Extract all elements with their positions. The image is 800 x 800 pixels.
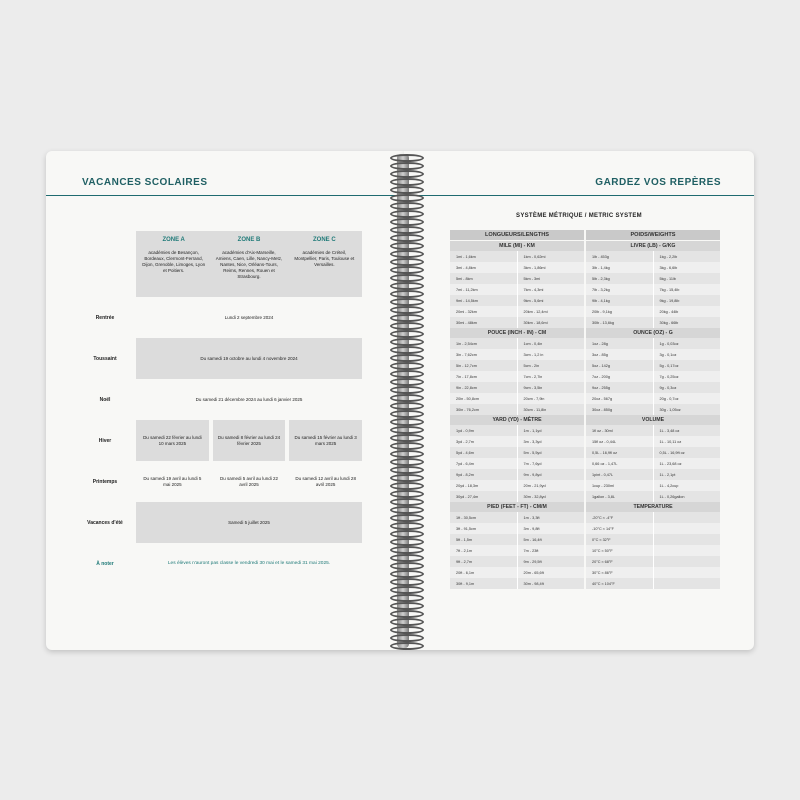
table-row xyxy=(450,447,584,458)
section-header: OUNCE (OZ) - G xyxy=(586,328,720,338)
table-cell: 30cm - 11,8in xyxy=(517,404,585,415)
coil-ring xyxy=(390,602,424,610)
table-cell: 7yd - 6,4m xyxy=(450,458,517,469)
coil-ring xyxy=(390,426,424,434)
coil-ring xyxy=(390,594,424,602)
table-cell: 30m - 98,4ft xyxy=(517,578,585,589)
table-row xyxy=(586,284,720,295)
table-cell: 20oz - 567g xyxy=(586,393,653,404)
coil-ring xyxy=(390,306,424,314)
coil-ring xyxy=(390,466,424,474)
table-row xyxy=(450,393,584,404)
table-row xyxy=(586,567,720,578)
table-row xyxy=(586,349,720,360)
page-title: GARDEZ VOS REPÈRES xyxy=(595,177,721,188)
table-row xyxy=(450,284,584,295)
coil-ring xyxy=(390,506,424,514)
table-cell: 20in - 50,8cm xyxy=(450,393,517,404)
table-cell: 3g - 0,1oz xyxy=(653,349,721,360)
section-header: VOLUME xyxy=(586,415,720,425)
section-header: TEMPERATURE xyxy=(586,502,720,512)
table-cell: 0,5L - 16,9fl oz xyxy=(586,447,653,458)
table-cell: 20cm - 7,9in xyxy=(517,393,585,404)
table-cell: 30mi - 48km xyxy=(450,317,517,328)
table-cell: 5mi - 8km xyxy=(450,273,517,284)
table-cell: 20mi - 32km xyxy=(450,306,517,317)
table-cell: 3lb - 1,4kg xyxy=(586,262,653,273)
table-cell: 9cm - 3,5in xyxy=(517,382,585,393)
coil-ring xyxy=(390,522,424,530)
table-row xyxy=(586,480,720,491)
table-row xyxy=(586,447,720,458)
section-rows xyxy=(586,425,720,502)
section-header: PIED (FEET - FT) - CM/M xyxy=(450,502,584,512)
table-cell: 3kg - 6,6lb xyxy=(653,262,721,273)
coil-ring xyxy=(390,250,424,258)
coil-ring xyxy=(390,354,424,362)
table-cell: 30kg - 66lb xyxy=(653,317,721,328)
coil-ring xyxy=(390,642,424,650)
table-cell: 30m - 32,8yd xyxy=(517,491,585,502)
table-cell: 30ft - 9,1m xyxy=(450,578,517,589)
table-row xyxy=(450,295,584,306)
zone-b-header: ZONE B académies d'Aix-Marseille, Amiens, Caen, Lille, Nancy-Metz, Nantes, Nice, Orléans-Tours, Reims, Rennes, Rouen et Strasbourg. xyxy=(215,237,283,279)
section-header: POUCE (INCH - IN) - CM xyxy=(450,328,584,338)
coil-ring xyxy=(390,314,424,322)
coil-ring xyxy=(390,170,424,178)
table-row: Noël Du samedi 21 décembre 2024 au lundi 6 janvier 2025 xyxy=(99,396,303,403)
coil-ring xyxy=(390,186,424,194)
table-cell: 30lb - 13,6kg xyxy=(586,317,653,328)
table-row xyxy=(586,469,720,480)
coil-ring xyxy=(390,210,424,218)
table-cell: 1m - 1,1yd xyxy=(517,425,585,436)
table-row xyxy=(450,436,584,447)
table-cell: 7km - 4,3mi xyxy=(517,284,585,295)
table-row xyxy=(586,512,720,523)
table-cell: 20ft - 6,1m xyxy=(450,567,517,578)
table-cell: 5km - 3mi xyxy=(517,273,585,284)
metric-system-title: SYSTÈME MÉTRIQUE / METRIC SYSTEM xyxy=(516,213,642,219)
table-cell xyxy=(653,556,721,567)
coil-ring xyxy=(390,450,424,458)
table-cell: 7g - 0,25oz xyxy=(653,371,721,382)
coil-ring xyxy=(390,626,424,634)
table-row xyxy=(450,317,584,328)
table-row: Rentrée Lundi 2 septembre 2024 xyxy=(95,314,274,321)
table-cell xyxy=(653,545,721,556)
table-row xyxy=(586,317,720,328)
coil-ring xyxy=(390,298,424,306)
header-divider xyxy=(46,195,398,196)
coil-ring xyxy=(390,490,424,498)
coil-ring xyxy=(390,482,424,490)
table-cell xyxy=(653,523,721,534)
coil-ring xyxy=(390,514,424,522)
table-cell: 5cm - 2in xyxy=(517,360,585,371)
section-rows xyxy=(450,425,584,502)
coil-ring xyxy=(390,330,424,338)
coil-ring xyxy=(390,218,424,226)
table-cell: 1L - 23,68 oz xyxy=(653,458,721,469)
section-rows xyxy=(586,251,720,328)
table-cell: 5g - 0,17oz xyxy=(653,360,721,371)
table-row xyxy=(450,578,584,589)
section-rows xyxy=(450,512,584,589)
table-row xyxy=(450,360,584,371)
coil-ring xyxy=(390,194,424,202)
table-cell: 1g - 0,03oz xyxy=(653,338,721,349)
table-cell: 5in - 12,7cm xyxy=(450,360,517,371)
table-cell: 30g - 1,05oz xyxy=(653,404,721,415)
table-cell: 20km - 12,4mi xyxy=(517,306,585,317)
table-cell: 1L - 0,26gallon xyxy=(653,491,721,502)
section-rows xyxy=(450,338,584,415)
header-divider xyxy=(412,195,754,196)
table-cell: 15fl oz - 0,44L xyxy=(586,436,653,447)
table-cell: 1L - 2,1pt xyxy=(653,469,721,480)
table-row xyxy=(450,262,584,273)
table-row xyxy=(450,458,584,469)
table-cell: 9m - 29,5ft xyxy=(517,556,585,567)
table-cell: 9m - 9,8yd xyxy=(517,469,585,480)
table-cell: 9in - 22,8cm xyxy=(450,382,517,393)
section-rows xyxy=(450,251,584,328)
table-cell: 5yd - 4,6m xyxy=(450,447,517,458)
table-cell: 5ft - 1,5m xyxy=(450,534,517,545)
table-cell: 30in - 76,2cm xyxy=(450,404,517,415)
table-row: Vacances d'été Samedi 5 juillet 2025 xyxy=(74,502,362,543)
table-row xyxy=(450,469,584,480)
coil-ring xyxy=(390,394,424,402)
table-row xyxy=(450,306,584,317)
table-row xyxy=(450,523,584,534)
table-cell: 20lb - 9,1kg xyxy=(586,306,653,317)
left-page xyxy=(46,151,404,650)
table-row xyxy=(586,425,720,436)
page-title: VACANCES SCOLAIRES xyxy=(82,177,208,188)
table-cell: 9mi - 14,5km xyxy=(450,295,517,306)
coil-ring xyxy=(390,202,424,210)
table-cell: 7lb - 3,2kg xyxy=(586,284,653,295)
coil-ring xyxy=(390,498,424,506)
table-cell: 1in - 2,54cm xyxy=(450,338,517,349)
table-row xyxy=(586,545,720,556)
table-cell: 7m - 23ft xyxy=(517,545,585,556)
table-row xyxy=(450,534,584,545)
table-cell: 3yd - 2,7m xyxy=(450,436,517,447)
table-cell: 7m - 7,6yd xyxy=(517,458,585,469)
coil-ring xyxy=(390,226,424,234)
table-cell: 20m - 21,9yd xyxy=(517,480,585,491)
spiral-coils xyxy=(386,154,426,648)
table-row xyxy=(450,338,584,349)
table-cell: 20kg - 44lb xyxy=(653,306,721,317)
table-cell: 30km - 18,6mi xyxy=(517,317,585,328)
section-rows xyxy=(586,512,720,589)
table-row xyxy=(450,382,584,393)
right-page xyxy=(404,151,754,650)
table-row xyxy=(586,578,720,589)
table-cell: 3m - 9,8ft xyxy=(517,523,585,534)
section-header: YARD (YD) - MÈTRE xyxy=(450,415,584,425)
table-cell: 5kg - 11lb xyxy=(653,273,721,284)
coil-ring xyxy=(390,530,424,538)
coil-ring xyxy=(390,474,424,482)
coil-ring xyxy=(390,386,424,394)
table-cell: 9ft - 2,7m xyxy=(450,556,517,567)
table-cell: 1m - 3,3ft xyxy=(517,512,585,523)
table-cell xyxy=(653,534,721,545)
table-cell: 1L - 4,2cup xyxy=(653,480,721,491)
table-cell: -10°C ≈ 14°F xyxy=(586,523,653,534)
table-cell: 9yd - 8,2m xyxy=(450,469,517,480)
table-cell: 1kg - 2,2lb xyxy=(653,251,721,262)
table-row xyxy=(586,273,720,284)
table-row xyxy=(450,545,584,556)
table-cell: 7ft - 2,1m xyxy=(450,545,517,556)
table-cell: 7mi - 11,2km xyxy=(450,284,517,295)
table-cell: 5lb - 2,3kg xyxy=(586,273,653,284)
section-header: MILE (MI) - KM xyxy=(450,241,584,251)
coil-ring xyxy=(390,402,424,410)
table-cell xyxy=(653,578,721,589)
table-row xyxy=(586,436,720,447)
table-row: Printemps Du samedi 19 avril au lundi 5 mai 2025 Du samedi 5 avril au lundi 22 avril 2025 Du samedi 12 avril au lundi 28 avril 2025 xyxy=(92,475,356,487)
section-header: LIVRE (LB) - G/KG xyxy=(586,241,720,251)
table-row xyxy=(450,251,584,262)
table-row xyxy=(450,273,584,284)
table-cell: 9kg - 19,8lb xyxy=(653,295,721,306)
table-cell: 5m - 16,4ft xyxy=(517,534,585,545)
coil-ring xyxy=(390,410,424,418)
table-cell: 7in - 17,8cm xyxy=(450,371,517,382)
coil-ring xyxy=(390,610,424,618)
table-cell: 20yd - 18,3m xyxy=(450,480,517,491)
holidays-table xyxy=(74,231,362,585)
table-row xyxy=(450,404,584,415)
table-cell: 1mi - 1,6km xyxy=(450,251,517,262)
table-cell: 40°C ≈ 104°F xyxy=(586,578,653,589)
table-row xyxy=(450,480,584,491)
coil-ring xyxy=(390,586,424,594)
table-cell: -20°C ≈ -4°F xyxy=(586,512,653,523)
coil-ring xyxy=(390,266,424,274)
coil-ring xyxy=(390,634,424,642)
table-cell: 9km - 5,6mi xyxy=(517,295,585,306)
lengths-column: LONGUEURS/LENGTHS MILE (MI) - KM 1mi - 1,6km 1km - 0,62mi 3mi - 4,8km 3km - 1,86mi 5mi - 8km 5km - 3mi 7mi - 11,2km 7km - 4,3mi 9mi - 14,5km 9km - 5,6mi 20mi - 32km 20km - 12,4mi 30mi - 48km 30km - 18,6mi POUCE (INCH - IN) - CM 1in - 2,54cm 1cm - 0,4in 3in - 7,62cm 3cm - 1,2 in 5in - 12,7cm 5cm - 2in 7in - 17,8cm 7cm - 2,7in 9in - 22,8cm 9cm - 3,5in 20in - 50,8cm 20cm - 7,9in 30in - 76,2cm 30cm - 11,8in YARD (YD) - MÈTRE 1yd - 0,9m 1m - 1,1yd 3yd - 2,7m 3m - 3,3yd 5yd - 4,6m 5m - 5,5yd 7yd - 6,4m 7m - 7,6yd 9yd - 8,2m 9m - 9,8yd 20yd - 18,3m 20m - 21,9yd 30yd - 27,4m 30m - 32,8yd PIED (FEET - FT) - CM/M 1ft - 30,5cm 1m - 3,3ft 3ft - 91,5cm 3m - 9,8ft 5ft - 1,5m 5m - 16,4ft 7ft - 2,1m 7m - 23ft 9ft - 2,7m 9m - 29,5ft 20ft - 6,1m 20m - 65,6ft 30ft - 9,1m 30m - 98,4ft xyxy=(450,230,584,589)
coil-ring xyxy=(390,538,424,546)
table-row xyxy=(586,306,720,317)
table-cell xyxy=(653,512,721,523)
weights-column: POIDS/WEIGHTS LIVRE (LB) - G/KG 1lb - 453g 1kg - 2,2lb 3lb - 1,4kg 3kg - 6,6lb 5lb - 2,3kg 5kg - 11lb 7lb - 3,2kg 7kg - 15,4lb 9lb - 4,1kg 9kg - 19,8lb 20lb - 9,1kg 20kg - 44lb 30lb - 13,6kg 30kg - 66lb OUNCE (OZ) - G 1oz - 28g 1g - 0,03oz 3oz - 85g 3g - 0,1oz 5oz - 142g 5g - 0,17oz 7oz - 200g 7g - 0,25oz 9oz - 255g 9g - 0,3oz 20oz - 567g 20g - 0,7oz 30oz - 850g 30g - 1,05oz VOLUME 1fl oz - 30ml 1L - 3,48 oz 15fl oz - 0,44L 1L - 10,11 oz 0,5L - 16,9fl oz 0,5L - 16,9ft oz 0,66 oz - 1,47L 1L - 23,68 oz 1pint - 0,47L 1L - 2,1pt 1cup - 230ml 1L - 4,2cup 1gallon - 3,8L 1L - 0,26gallon TEMPERATURE -20°C ≈ -4°F -10°C ≈ 14°F 0°C ≈ 32°F 10°C ≈ 50°F 20°C ≈ 68°F 30°C ≈ 86°F 40°C ≈ 104°F xyxy=(586,230,720,589)
table-row xyxy=(586,534,720,545)
coil-ring xyxy=(390,154,424,162)
table-cell: 5oz - 142g xyxy=(586,360,653,371)
coil-ring xyxy=(390,346,424,354)
table-row xyxy=(450,349,584,360)
coil-ring xyxy=(390,242,424,250)
table-row xyxy=(586,371,720,382)
coil-ring xyxy=(390,362,424,370)
table-row xyxy=(586,295,720,306)
table-row xyxy=(586,360,720,371)
coil-ring xyxy=(390,178,424,186)
coil-ring xyxy=(390,562,424,570)
table-cell: 5m - 5,5yd xyxy=(517,447,585,458)
table-cell: 1cm - 0,4in xyxy=(517,338,585,349)
table-cell: 7cm - 2,7in xyxy=(517,371,585,382)
coil-ring xyxy=(390,338,424,346)
coil-ring xyxy=(390,458,424,466)
table-row xyxy=(586,523,720,534)
table-row xyxy=(450,512,584,523)
table-row xyxy=(586,251,720,262)
table-cell xyxy=(653,567,721,578)
table-cell: 30oz - 850g xyxy=(586,404,653,415)
table-row xyxy=(586,556,720,567)
coil-ring xyxy=(390,378,424,386)
table-cell: 3oz - 85g xyxy=(586,349,653,360)
table-row xyxy=(586,338,720,349)
table-cell: 3cm - 1,2 in xyxy=(517,349,585,360)
coil-ring xyxy=(390,570,424,578)
coil-ring xyxy=(390,282,424,290)
table-cell: 7oz - 200g xyxy=(586,371,653,382)
table-cell: 3m - 3,3yd xyxy=(517,436,585,447)
coil-ring xyxy=(390,618,424,626)
table-cell: 9g - 0,3oz xyxy=(653,382,721,393)
table-cell: 20m - 65,6ft xyxy=(517,567,585,578)
table-cell: 1pint - 0,47L xyxy=(586,469,653,480)
table-row xyxy=(450,371,584,382)
coil-ring xyxy=(390,370,424,378)
table-cell: 10°C ≈ 50°F xyxy=(586,545,653,556)
table-cell: 7kg - 15,4lb xyxy=(653,284,721,295)
table-row xyxy=(450,491,584,502)
section-rows xyxy=(586,338,720,415)
table-cell: 20g - 0,7oz xyxy=(653,393,721,404)
table-row: Hiver Du samedi 22 février au lundi 10 mars 2025 Du samedi 8 février au lundi 24 février 2025 Du samedi 15 février au lundi 3 mars 2025 xyxy=(74,420,362,461)
coil-ring xyxy=(390,290,424,298)
zones-header-row xyxy=(74,231,362,297)
table-cell: 3ft - 91,5cm xyxy=(450,523,517,534)
table-row xyxy=(450,425,584,436)
table-cell: 1yd - 0,9m xyxy=(450,425,517,436)
coil-ring xyxy=(390,434,424,442)
table-cell: 1oz - 28g xyxy=(586,338,653,349)
table-row xyxy=(586,404,720,415)
coil-ring xyxy=(390,554,424,562)
table-cell: 30°C ≈ 86°F xyxy=(586,567,653,578)
coil-ring xyxy=(390,274,424,282)
table-cell: 3mi - 4,8km xyxy=(450,262,517,273)
conversion-table xyxy=(450,230,720,589)
table-row xyxy=(450,567,584,578)
table-cell: 0°C ≈ 32°F xyxy=(586,534,653,545)
table-cell: 1lb - 453g xyxy=(586,251,653,262)
table-cell: 1fl oz - 30ml xyxy=(586,425,653,436)
table-cell: 9lb - 4,1kg xyxy=(586,295,653,306)
table-cell: 9oz - 255g xyxy=(586,382,653,393)
table-row xyxy=(586,393,720,404)
table-cell: 30yd - 27,4m xyxy=(450,491,517,502)
table-row xyxy=(586,491,720,502)
coil-ring xyxy=(390,322,424,330)
table-cell: 0,66 oz - 1,47L xyxy=(586,458,653,469)
coil-ring xyxy=(390,162,424,170)
coil-ring xyxy=(390,578,424,586)
table-cell: 1cup - 230ml xyxy=(586,480,653,491)
zone-a-header: ZONE A académies de Besançon, Bordeaux, Clermont-Ferrand, Dijon, Grenoble, Limoges, Lyon et Poitiers. xyxy=(142,237,206,273)
table-cell: 3km - 1,86mi xyxy=(517,262,585,273)
table-cell: 0,5L - 16,9ft oz xyxy=(653,447,721,458)
zone-c-header: ZONE C académies de Créteil, Montpellier, Paris, Toulouse et Versailles. xyxy=(294,237,355,267)
table-row: Toussaint Du samedi 19 octobre au lundi 4 novembre 2024 xyxy=(74,338,362,379)
table-row xyxy=(586,262,720,273)
coil-ring xyxy=(390,234,424,242)
coil-ring xyxy=(390,546,424,554)
note-row: À noter Les élèves n'auront pas classe le vendredi 30 mai et le samedi 31 mai 2025. xyxy=(96,561,331,567)
table-cell: 1L - 3,48 oz xyxy=(653,425,721,436)
table-row xyxy=(586,382,720,393)
table-cell: 20°C ≈ 68°F xyxy=(586,556,653,567)
table-cell: 1L - 10,11 oz xyxy=(653,436,721,447)
coil-ring xyxy=(390,258,424,266)
table-cell: 1gallon - 3,8L xyxy=(586,491,653,502)
table-row xyxy=(586,458,720,469)
coil-ring xyxy=(390,418,424,426)
table-cell: 1ft - 30,5cm xyxy=(450,512,517,523)
coil-ring xyxy=(390,442,424,450)
table-cell: 3in - 7,62cm xyxy=(450,349,517,360)
table-cell: 1km - 0,62mi xyxy=(517,251,585,262)
table-row xyxy=(450,556,584,567)
